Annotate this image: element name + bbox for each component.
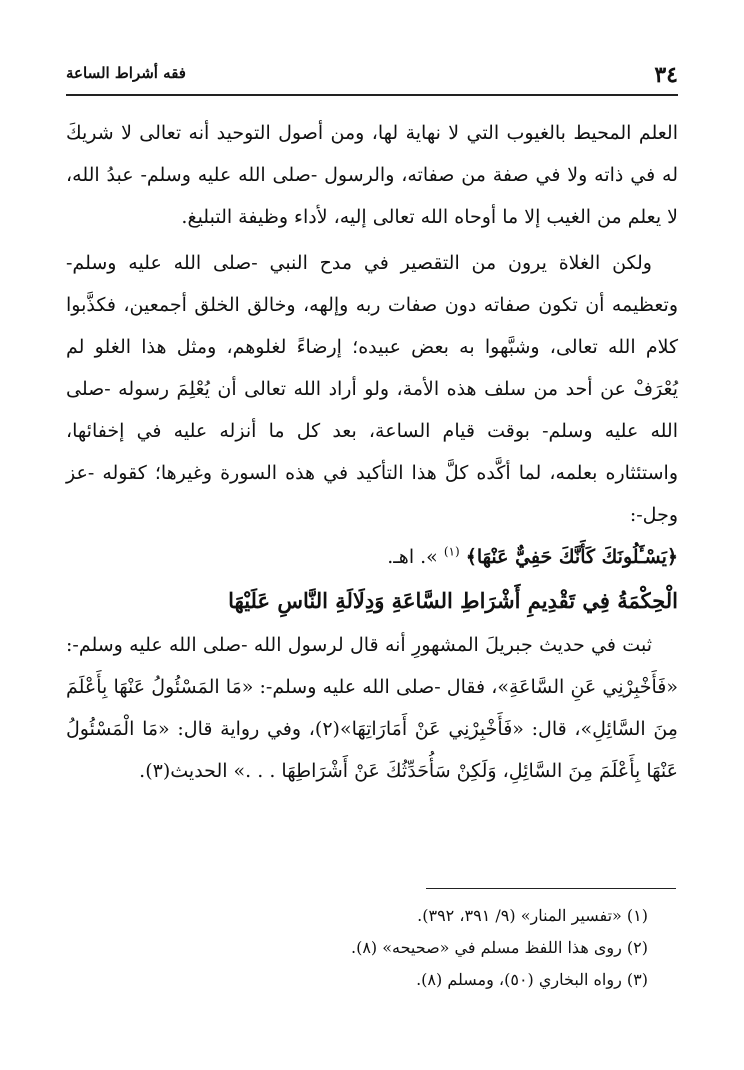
- footnote-2: (٢) روى هذا اللفظ مسلم في «صحيحه» (٨).: [350, 938, 648, 957]
- footnote-3: (٣) رواه البخاري (٥٠)، ومسلم (٨).: [416, 970, 648, 989]
- footnote-1: (١) «تفسير المنار» (٩/ ٣٩١، ٣٩٢).: [417, 906, 648, 925]
- footnotes: [66, 900, 648, 996]
- section-heading: الْحِكْمَةُ فِي تَقْدِيمِ أَشْرَاطِ السَّاعَةِ وَدِلَالَةِ النَّاسِ عَلَيْهَا: [228, 588, 678, 613]
- main-text: [66, 112, 678, 792]
- quran-quote-line: [66, 536, 678, 578]
- quote-tail: ». اهـ.: [387, 546, 438, 568]
- footnote-ref-1: (١): [443, 544, 460, 559]
- paragraph-2: ولكن الغلاة يرون من التقصير في مدح النبي -صلى الله عليه وسلم- وتعظيمه أن تكون صفاته دون صفات ربه وإلهه، وخالق الخلق أجمعين، فكذَّبوا كلام الله تعالى، وشبَّهوا به بعض عبيده؛ إرضاءً لغلوهم، ومثل هذا الغلو لم يُعْرَفْ عن أحد من سلف هذه الأمة، ولو أراد الله تعالى أن يُعْلِمَ رسوله -صلى الله عليه وسلم- بوقت قيام الساعة، بعد كل ما أنزله عليه في إخفائها، واستئثاره بعلمه، لما أكَّده كلَّ هذا التأكيد في هذه السورة وغيرها؛ كقوله -عز وجل-:: [66, 252, 678, 526]
- page-number: ٣٤: [654, 62, 678, 88]
- paragraph-1: العلم المحيط بالغيوب التي لا نهاية لها، ومن أصول التوحيد أنه تعالى لا شريكَ له في ذاته ولا في صفة من صفاته، والرسول -صلى الله عليه وسلم- عبدُ الله، لا يعلم من الغيب إلا ما أوحاه الله تعالى إليه، لأداء وظيفة التبليغ.: [66, 122, 678, 228]
- quran-verse: ﴿يَسْـَٔلُونَكَ كَأَنَّكَ حَفِيٌّ عَنْهَا﴾: [465, 546, 678, 568]
- footnote-divider: [426, 888, 676, 889]
- running-title: فقه أشراط الساعة: [66, 64, 186, 82]
- paragraph-3: ثبت في حديث جبريلَ المشهورِ أنه قال لرسول الله -صلى الله عليه وسلم-: «فَأَخْبِرْنِي عَنِ السَّاعَةِ»، فقال -صلى الله عليه وسلم-: «مَا المَسْئُولُ عَنْهَا بِأَعْلَمَ مِنَ السَّائِلِ»، قال: «فَأَخْبِرْنِي عَنْ أَمَارَاتِهَا»(٢)، وفي رواية قال: «مَا الْمَسْئُولُ عَنْهَا بِأَعْلَمَ مِنَ السَّائِلِ، وَلَكِنْ سَأُحَدِّثُكَ عَنْ أَشْرَاطِهَا . . .» الحديث(٣).: [66, 634, 678, 782]
- page-header: [66, 58, 678, 96]
